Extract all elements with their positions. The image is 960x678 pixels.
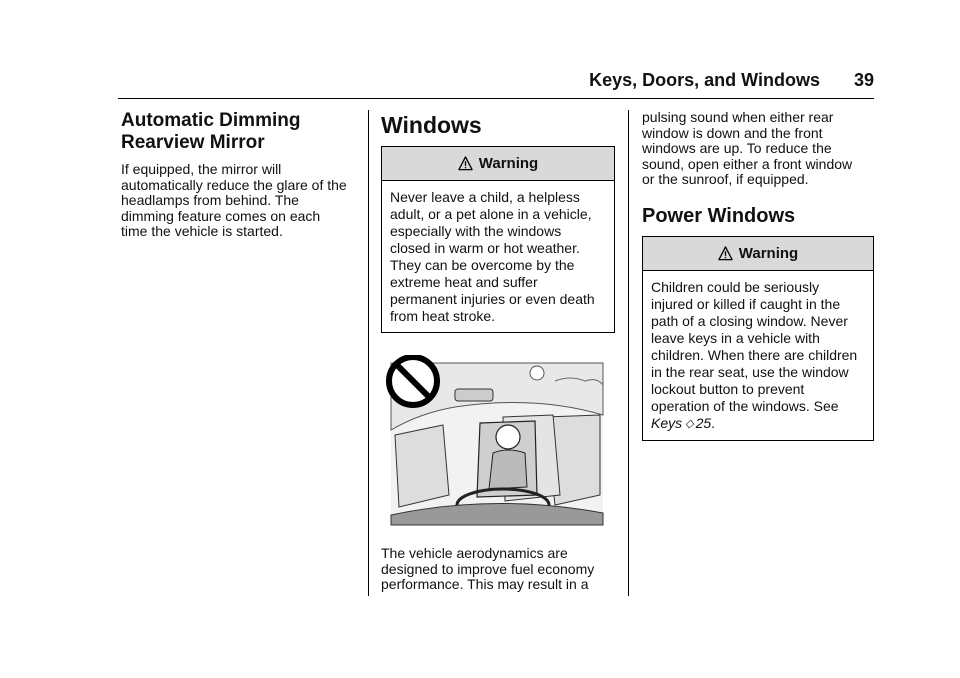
section-title-windows: Windows: [381, 112, 482, 138]
warning-text: Children could be seriously injured or killed if caught in the path of a closing window. Never leave keys in a vehicle with children. When there are children in the rear seat, use the window lockout button to prevent operation of the windows. See Keys ◇ 25.: [651, 278, 858, 431]
title-line-1: Automatic Dimming: [121, 110, 301, 131]
warning-header: [382, 147, 614, 181]
warning-triangle-icon: [718, 246, 733, 261]
prohibition-icon: [389, 357, 437, 405]
reference-arrow-icon: ◇: [685, 417, 694, 430]
warning-label: Warning: [738, 244, 799, 262]
column-2: [381, 110, 615, 333]
header-rule: [118, 98, 874, 99]
title-line-2: Rearview Mirror: [121, 132, 265, 153]
warning-header: [643, 237, 873, 271]
column-divider-2: [628, 110, 629, 596]
page-header: [118, 70, 874, 98]
column-divider-1: [368, 110, 369, 596]
aero-text: The vehicle aerodynamics are designed to improve fuel economy performance. This may result in a: [381, 545, 595, 592]
column-1: [121, 110, 357, 240]
warning-label: Warning: [478, 155, 539, 172]
warning-triangle-icon: [458, 156, 473, 171]
section-title-power-windows: Power Windows: [642, 204, 796, 227]
power-windows-warning-box: [642, 236, 874, 441]
section-title-automatic-dimming: [121, 110, 357, 154]
aero-text-block: [381, 546, 615, 593]
continued-text: pulsing sound when either rear window is down and the front windows are up. To reduce the sound, open either a front window or the sunroof, if equipped.: [642, 109, 853, 187]
child-in-car-illustration: [385, 355, 605, 527]
warning-text: Never leave a child, a helpless adult, or a pet alone in a vehicle, especially with the windows closed in warm or hot weather. They can be overcome by the extreme heat and suffer permanent injuries or even death from heat stroke.: [390, 189, 595, 324]
page-number: 39: [853, 70, 874, 90]
header-title: Keys, Doors, and Windows: [589, 70, 820, 90]
automatic-dimming-text: If equipped, the mirror will automatically reduce the glare of the headlamps from behind. The dimming feature comes on each time the vehicle is started.: [121, 161, 347, 239]
keys-reference-link[interactable]: Keys ◇ 25: [651, 414, 712, 431]
windows-warning-box: [381, 146, 615, 333]
column-3: [642, 110, 874, 441]
